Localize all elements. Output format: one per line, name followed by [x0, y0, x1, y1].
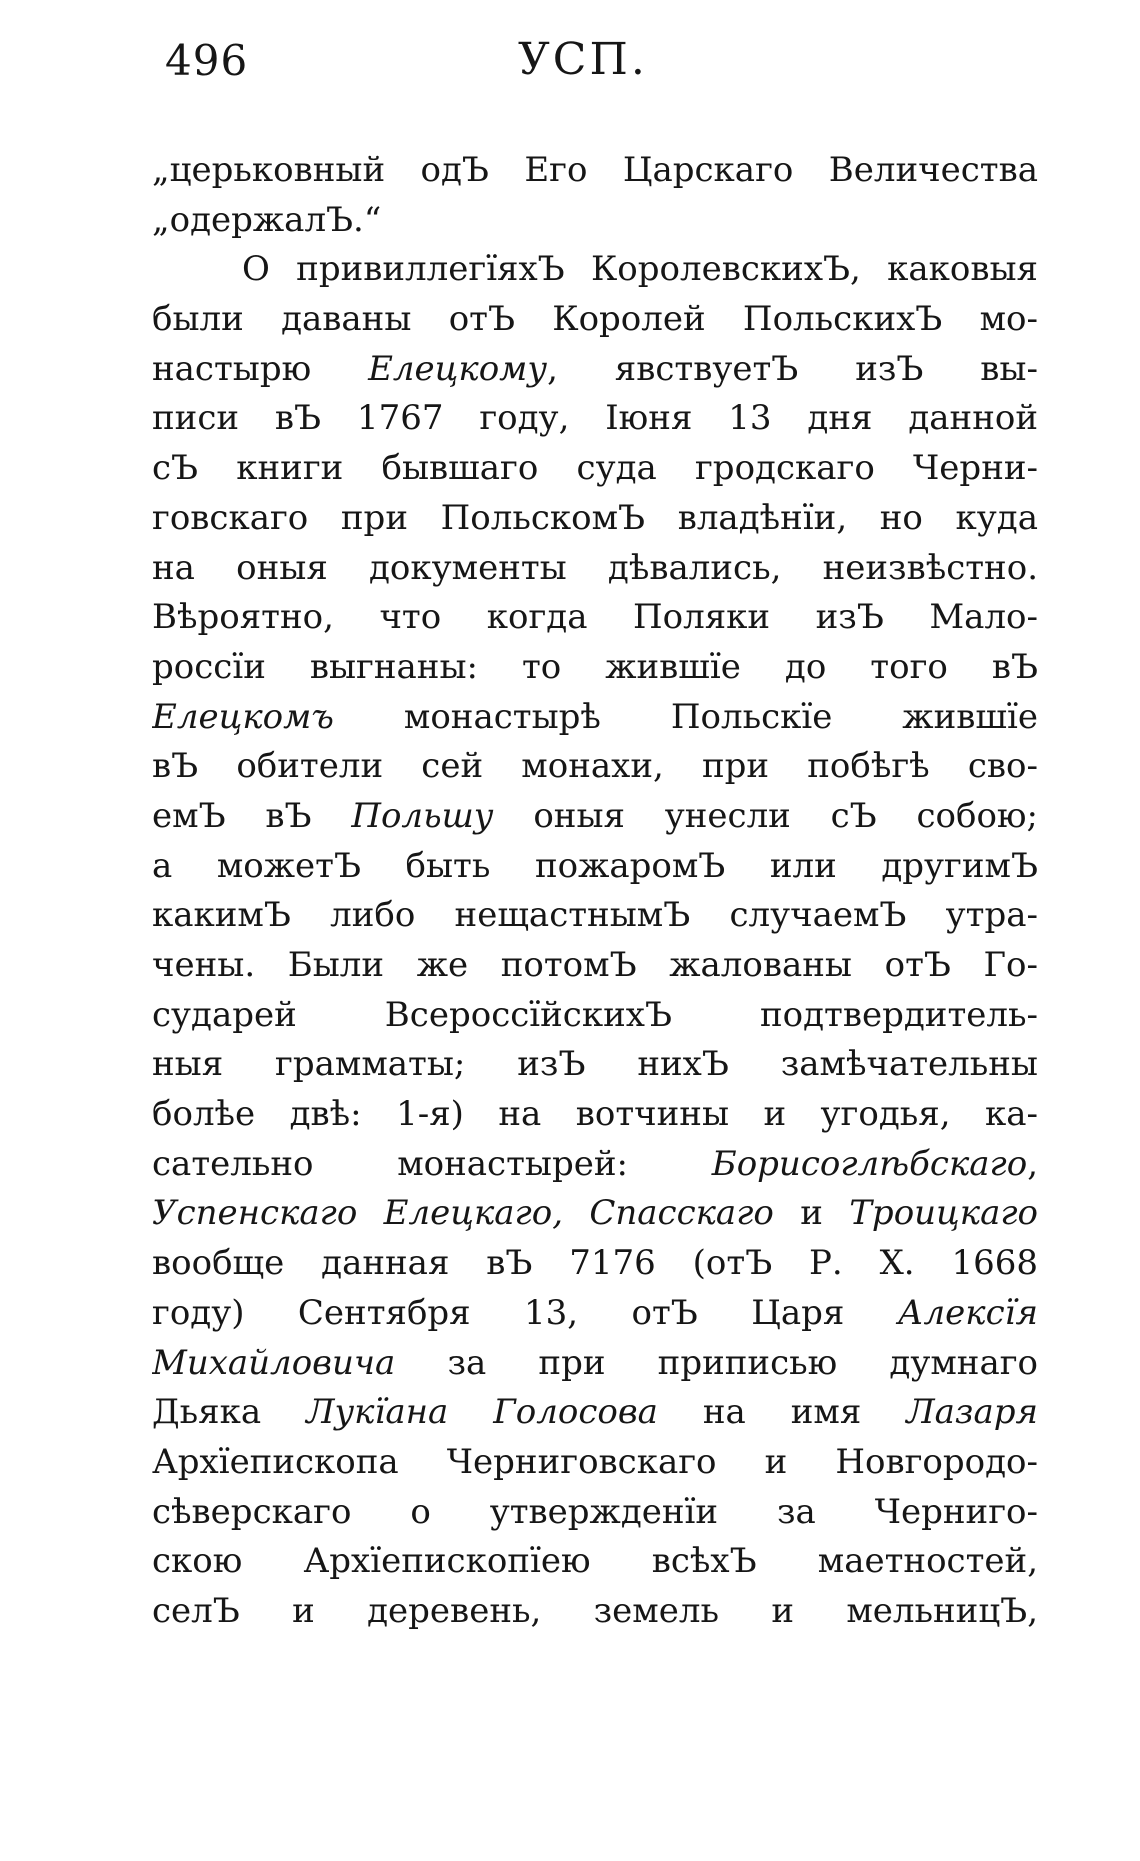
text-line — [152, 1189, 1038, 1239]
text-run: „церьковный одЪ Его Царскаго Величества — [152, 150, 1038, 190]
text-line — [152, 245, 1038, 295]
text-run: настырю — [152, 348, 369, 389]
text-run: сударей ВсероссїйскихЪ подтвердитель- — [152, 994, 1038, 1035]
text-run: Архїепископа Черниговскаго и Новгородо- — [152, 1441, 1038, 1482]
text-line — [152, 1239, 1038, 1289]
text-line — [152, 1090, 1038, 1140]
text-run: монастырѣ Польскїе жившїе — [333, 696, 1038, 737]
italic-text-run: Борисоглѣбскаго — [711, 1143, 1028, 1184]
text-line — [152, 295, 1038, 345]
text-line — [152, 643, 1038, 693]
body-text — [152, 146, 1038, 1637]
text-line — [152, 1040, 1038, 1090]
text-run: вообще данная вЪ 7176 (отЪ Р. Х. 1668 — [152, 1243, 1038, 1284]
italic-text-run: Елецкомъ — [152, 696, 334, 737]
text-run: были даваны отЪ Королей ПольскихЪ мо- — [152, 299, 1038, 340]
text-run: Вѣроятно, что когда Поляки изЪ Мало- — [152, 597, 1038, 638]
text-run: „одержалЪ.“ — [152, 199, 382, 240]
text-line — [152, 693, 1038, 743]
running-head: УСП. — [518, 34, 648, 85]
text-line — [152, 742, 1038, 792]
text-run: какимЪ либо нещастнымЪ случаемЪ утра- — [152, 895, 1038, 936]
text-line — [152, 544, 1038, 594]
text-line — [152, 494, 1038, 544]
text-run: и — [773, 1193, 850, 1234]
text-run: оныя унесли сЪ собою; — [493, 795, 1038, 836]
text-line — [152, 792, 1038, 842]
text-run: вЪ обители сей монахи, при побѣгѣ сво- — [152, 746, 1038, 787]
text-line — [152, 146, 1038, 196]
page-number: 496 — [165, 36, 249, 85]
italic-text-run: Успенскаго Елецкаго, Спасскаго — [152, 1193, 774, 1234]
text-line — [152, 842, 1038, 892]
text-line — [152, 196, 1038, 246]
text-line — [152, 1488, 1038, 1538]
text-line — [152, 593, 1038, 643]
text-line — [152, 1388, 1038, 1438]
text-run: сЪ книги бывшаго суда гродскаго Черни- — [152, 448, 1038, 489]
text-line — [152, 991, 1038, 1041]
text-run: сѣверскаго о утвержденїи за Черниго- — [152, 1491, 1038, 1532]
text-run: Дьяка — [152, 1392, 307, 1433]
text-run: сательно монастырей: — [152, 1143, 712, 1184]
italic-text-run: Алексїя — [897, 1292, 1038, 1333]
text-run: чены. Были же потомЪ жалованы отЪ Го- — [152, 945, 1038, 985]
text-run: а можетЪ быть пожаромЪ или другимЪ — [152, 845, 1038, 886]
text-run: , — [1027, 1143, 1038, 1184]
text-run: селЪ и деревень, земель и мельницЪ, — [152, 1590, 1038, 1631]
italic-text-run: Лукїана Голосова — [306, 1392, 658, 1433]
text-run: на оныя документы дѣвались, неизвѣстно. — [152, 547, 1038, 588]
text-line — [152, 1537, 1038, 1587]
text-run: ныя грамматы; изЪ нихЪ замѣчательны — [152, 1044, 1038, 1085]
text-line — [152, 1289, 1038, 1339]
text-run: за при приписью думнаго — [395, 1342, 1038, 1383]
text-line — [152, 345, 1038, 395]
italic-text-run: Польшу — [351, 795, 494, 836]
text-run: скою Архїепископїею всѣхЪ маетностей, — [152, 1541, 1038, 1582]
text-run: россїи выгнаны: то жившїе до того вЪ — [152, 646, 1038, 687]
text-run: году) Сентября 13, отЪ Царя — [152, 1292, 898, 1333]
text-run: на имя — [657, 1392, 907, 1433]
italic-text-run: Лазаря — [906, 1392, 1038, 1433]
text-run: болѣе двѣ: 1-я) на вотчины и угодья, ка- — [152, 1094, 1038, 1135]
italic-text-run: Елецкому — [368, 348, 548, 389]
text-line — [152, 444, 1038, 494]
text-line — [152, 891, 1038, 941]
text-line — [152, 941, 1038, 991]
italic-text-run: Троицкаго — [849, 1193, 1038, 1234]
text-run: писи вЪ 1767 году, Iюня 13 дня данной — [152, 398, 1038, 439]
text-line — [152, 394, 1038, 444]
text-run: емЪ вЪ — [152, 795, 352, 836]
text-run: , явствуетЪ изЪ вы- — [547, 348, 1038, 389]
text-run: О привиллегїяхЪ КоролевскихЪ, каковыя — [242, 249, 1038, 290]
text-line — [152, 1339, 1038, 1389]
text-run: говскаго при ПольскомЪ владѣнїи, но куда — [152, 497, 1038, 538]
text-line — [152, 1140, 1038, 1190]
text-line — [152, 1587, 1038, 1637]
italic-text-run: Михайловича — [152, 1342, 396, 1383]
text-line — [152, 1438, 1038, 1488]
